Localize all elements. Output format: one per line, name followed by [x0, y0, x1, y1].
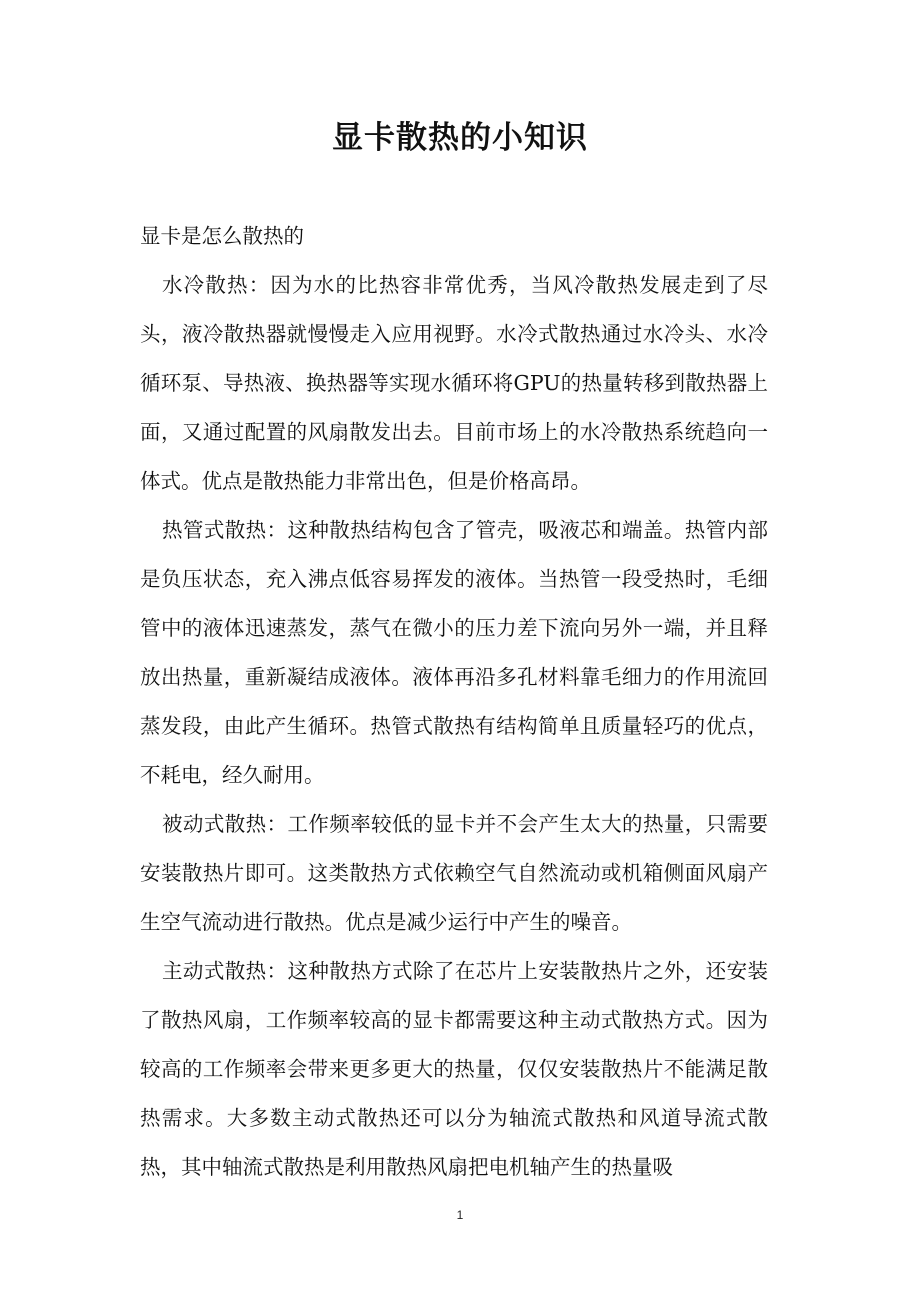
- paragraph-heat-pipe: 热管式散热：这种散热结构包含了管壳，吸液芯和端盖。热管内部是负压状态，充入沸点低容易挥发的液体。当热管一段受热时，毛细管中的液体迅速蒸发，蒸气在微小的压力差下流向另外一端，并且释放出热量，重新凝结成液体。液体再沿多孔材料靠毛细力的作用流回蒸发段，由此产生循环。热管式散热有结构简单且质量轻巧的优点，不耗电，经久耐用。: [140, 518, 768, 787]
- section-subheading: 显卡是怎么散热的: [140, 224, 304, 248]
- paragraph-passive-cooling: 被动式散热：工作频率较低的显卡并不会产生太大的热量，只需要安装散热片即可。这类散热方式依赖空气自然流动或机箱侧面风扇产生空气流动进行散热。优点是减少运行中产生的噪音。: [140, 812, 768, 934]
- page-number: 1: [456, 1208, 464, 1222]
- document-body: [140, 212, 768, 1192]
- paragraph-active-cooling: 主动式散热：这种散热方式除了在芯片上安装散热片之外，还安装了散热风扇，工作频率较高的显卡都需要这种主动式散热方式。因为较高的工作频率会带来更多更大的热量，仅仅安装散热片不能满足散热需求。大多数主动式散热还可以分为轴流式散热和风道导流式散热，其中轴流式散热是利用散热风扇把电机轴产生的热量吸: [140, 959, 768, 1179]
- paragraph-water-cooling: 水冷散热：因为水的比热容非常优秀，当风冷散热发展走到了尽头，液冷散热器就慢慢走入应用视野。水冷式散热通过水冷头、水冷循环泵、导热液、换热器等实现水循环将GPU的热量转移到散热器上面，又通过配置的风扇散发出去。目前市场上的水冷散热系统趋向一体式。优点是散热能力非常出色，但是价格高昂。: [140, 273, 768, 493]
- document-title: 显卡散热的小知识: [332, 120, 588, 156]
